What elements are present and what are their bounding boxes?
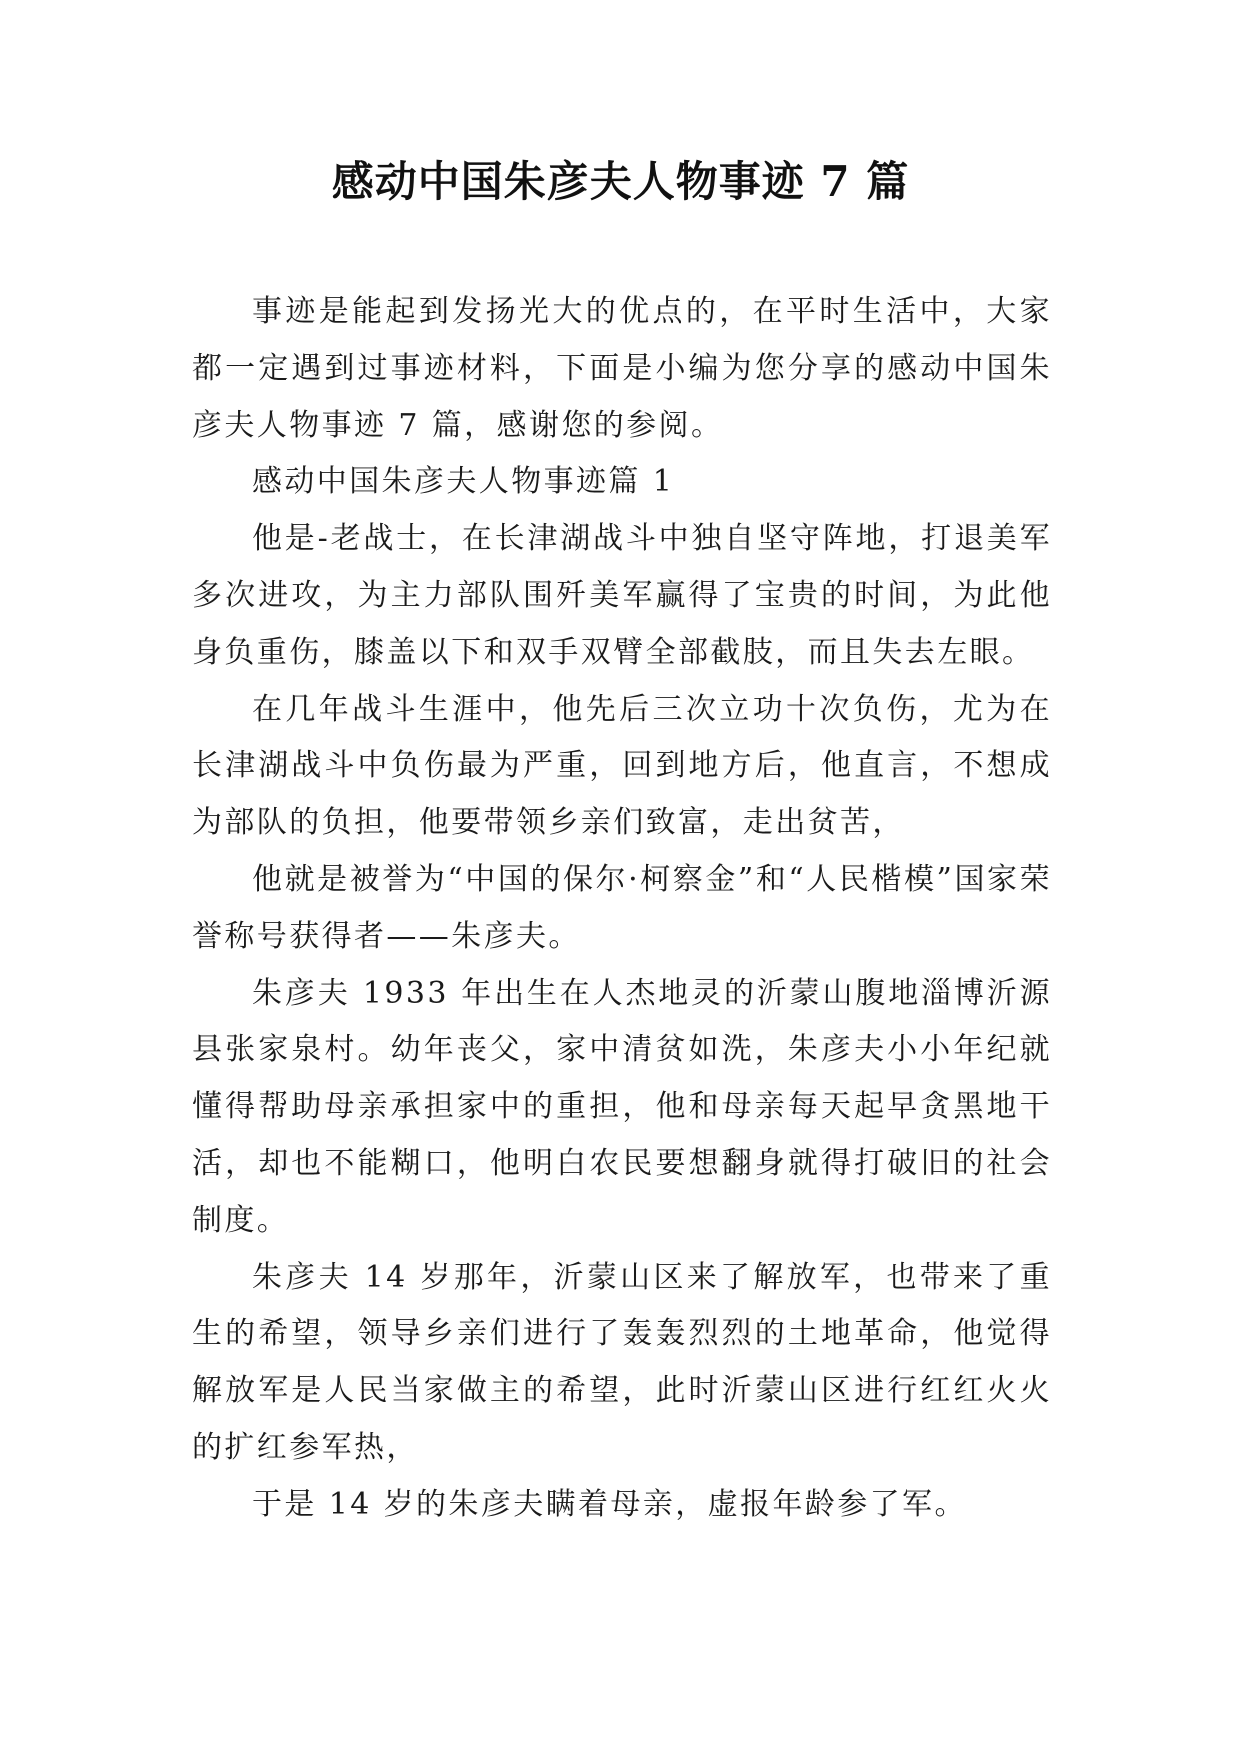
paragraph: 他是-老战士，在长津湖战斗中独自坚守阵地，打退美军多次进攻，为主力部队围歼美军赢得了宝贵的时间，为此他身负重伤，膝盖以下和双手双臂全部截肢，而且失去左眼。 <box>192 521 1052 670</box>
document-body <box>192 284 1052 1534</box>
paragraph: 在几年战斗生涯中，他先后三次立功十次负伤，尤为在长津湖战斗中负伤最为严重，回到地方后，他直言，不想成为部队的负担，他要带领乡亲们致富，走出贫苦， <box>192 691 1052 841</box>
paragraph: 朱彦夫 1933 年出生在人杰地灵的沂蒙山腹地淄博沂源县张家泉村。幼年丧父，家中清贫如洗，朱彦夫小小年纪就懂得帮助母亲承担家中的重担，他和母亲每天起早贪黑地干活，却也不能糊口，他明白农民要想翻身就得打破旧的社会制度。 <box>192 975 1052 1238</box>
paragraph: 朱彦夫 14 岁那年，沂蒙山区来了解放军，也带来了重生的希望，领导乡亲们进行了轰轰烈烈的土地革命，他觉得解放军是人民当家做主的希望，此时沂蒙山区进行红红火火的扩红参军热， <box>192 1259 1052 1465</box>
paragraph-intro: 事迹是能起到发扬光大的优点的，在平时生活中，大家都一定遇到过事迹材料，下面是小编为您分享的感动中国朱彦夫人物事迹 7 篇，感谢您的参阅。 <box>192 294 1052 443</box>
document-title: 感动中国朱彦夫人物事迹 7 篇 <box>331 157 910 206</box>
paragraph: 他就是被誉为“中国的保尔·柯察金”和“人民楷模”国家荣誉称号获得者——朱彦夫。 <box>192 861 1052 954</box>
section-heading: 感动中国朱彦夫人物事迹篇 1 <box>252 464 675 500</box>
paragraph: 于是 14 岁的朱彦夫瞒着母亲，虚报年龄参了军。 <box>252 1486 967 1522</box>
